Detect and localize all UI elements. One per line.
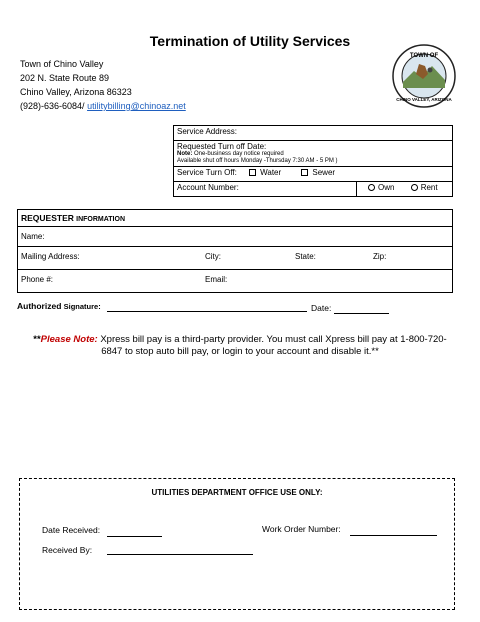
name-field[interactable] <box>18 227 453 247</box>
office-header: UTILITIES DEPARTMENT OFFICE USE ONLY: <box>151 488 323 497</box>
phone-row <box>18 270 453 293</box>
own-label: Own <box>378 183 395 192</box>
name-row <box>18 227 453 247</box>
note-bold: Note: <box>177 151 193 157</box>
notice-text: Xpress bill pay is a third-party provider. You must call Xpress bill pay at 1-800-720-6847 to stop auto bill pay, or login to your account and disable it.** <box>100 334 447 357</box>
email-link[interactable]: utilitybilling@chinoaz.net <box>87 101 186 111</box>
signature-label: Signature: <box>63 302 101 311</box>
phone-label: Phone #: <box>21 275 54 284</box>
signature-line[interactable] <box>107 311 307 312</box>
own-radio[interactable] <box>368 184 375 191</box>
date-received-label: Date Received: <box>42 525 101 535</box>
address-block <box>20 57 186 113</box>
turnoff-date-label: Requested Turn off Date: <box>177 142 267 151</box>
town-name: Town of Chino Valley <box>20 59 104 69</box>
zip-label: Zip: <box>373 252 387 261</box>
requester-table <box>17 209 453 293</box>
mailing-row <box>18 247 453 270</box>
phone-number: (928)-636-6084/ <box>20 101 85 111</box>
service-address-row <box>174 126 453 141</box>
email-label: Email: <box>205 275 228 284</box>
phone-email-field[interactable] <box>18 270 453 293</box>
signature-date-label: Date: <box>311 303 332 313</box>
authorized-label-bold: Authorized <box>17 301 62 311</box>
requester-header-bold: REQUESTER <box>21 213 74 223</box>
received-by-label: Received By: <box>42 545 93 555</box>
street-address: 202 N. State Route 89 <box>20 73 110 83</box>
sewer-label: Sewer <box>312 168 336 177</box>
date-received-line[interactable] <box>107 536 162 537</box>
turnoff-date-row <box>174 141 453 167</box>
rent-radio[interactable] <box>411 184 418 191</box>
state-label: State: <box>295 252 316 261</box>
requester-header-rest: INFORMATION <box>76 216 126 223</box>
notice-prefix: ** <box>33 334 41 345</box>
turnoff-type-label: Service Turn Off: <box>177 168 237 177</box>
sewer-checkbox[interactable] <box>301 169 308 176</box>
received-by-line[interactable] <box>107 554 253 555</box>
service-table <box>173 125 453 197</box>
account-number-field[interactable] <box>174 182 357 197</box>
notice-requirement <box>177 151 449 158</box>
service-address-field[interactable] <box>174 126 453 141</box>
signature-date-line[interactable] <box>334 313 389 314</box>
xpress-notice <box>30 334 450 358</box>
mailing-label: Mailing Address: <box>21 252 80 261</box>
turnoff-date-field[interactable] <box>174 141 453 167</box>
city-state-zip: Chino Valley, Arizona 86323 <box>20 87 132 97</box>
note-text: One-business day notice required <box>194 151 284 157</box>
page-title: Termination of Utility Services <box>149 33 351 49</box>
town-seal-logo <box>392 44 456 108</box>
water-label: Water <box>260 168 282 177</box>
seal-top-text: TOWN OF <box>409 53 439 59</box>
turnoff-type-row <box>174 167 453 182</box>
seal-bottom-text: CHINO VALLEY, ARIZONA <box>396 97 452 102</box>
service-address-label: Service Address: <box>177 127 238 136</box>
work-order-label: Work Order Number: <box>262 524 341 534</box>
office-use-box <box>19 478 455 610</box>
account-number-label: Account Number: <box>177 183 239 192</box>
signature-section <box>17 301 101 311</box>
city-label: City: <box>205 252 221 261</box>
account-row <box>174 182 453 197</box>
contact-line <box>20 99 186 113</box>
requester-header-row <box>18 210 453 227</box>
shutoff-hours: Available shut off hours Monday -Thursday 7:30 AM - 5 PM ) <box>177 158 338 164</box>
name-label: Name: <box>21 232 45 241</box>
please-note-label: Please Note: <box>40 334 98 345</box>
water-checkbox[interactable] <box>249 169 256 176</box>
rent-label: Rent <box>420 183 438 192</box>
mailing-address-field[interactable] <box>18 247 453 270</box>
work-order-line[interactable] <box>350 535 437 536</box>
